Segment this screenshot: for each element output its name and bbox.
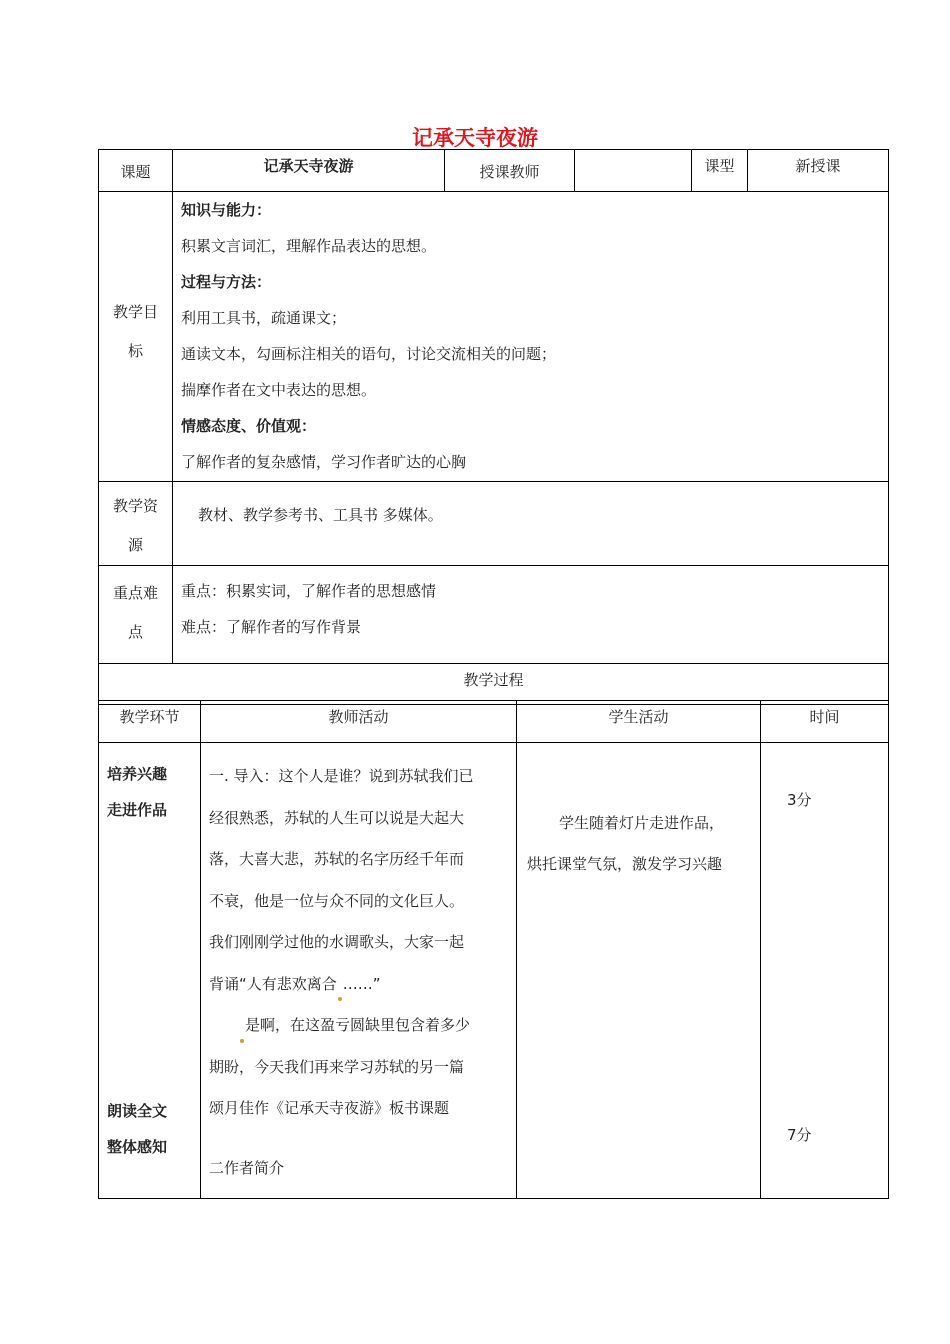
teacher-line: 不衰，他是一位与众不同的文化巨人。 (209, 891, 465, 910)
stage-cell (99, 743, 201, 1199)
resources-label-line2: 源 (127, 536, 143, 554)
keypoints-label-cell (99, 566, 173, 664)
process-heading: 教学过程 (463, 671, 524, 689)
objectives-heading-attitude: 情感态度、价值观： (181, 417, 317, 435)
topic-label-cell (99, 150, 173, 192)
recite-text: 背诵“人有悲欢离合 (209, 974, 337, 993)
col-stage-header (99, 701, 201, 743)
stage1-line2: 走进作品 (107, 801, 168, 819)
teacher-line: 经很熟悉，苏轼的人生可以说是大起大 (209, 808, 465, 827)
teacher-line-indented (209, 1005, 516, 1047)
stage2-line2: 整体感知 (107, 1138, 168, 1156)
objectives-line: 了解作者的复杂感情，学习作者旷达的心胸 (181, 453, 467, 471)
teacher-line: 是啊，在这盈亏圆缺里包含着多少 (245, 1016, 471, 1034)
teacher-line: 一. 导入：这个人是谁？说到苏轼我们已 (209, 767, 474, 785)
col-teacher-label: 教师活动 (328, 708, 389, 726)
objectives-content-cell (173, 192, 889, 482)
col-student-header (517, 701, 761, 743)
student-activity-cell (517, 743, 761, 1199)
keypoints-content-cell (173, 566, 889, 664)
teacher-value-cell (575, 150, 692, 192)
col-time-label: 时间 (809, 708, 840, 726)
stage2-line1: 朗读全文 (107, 1102, 168, 1120)
type-label: 课型 (704, 157, 735, 175)
time-1: 3分 (787, 791, 812, 809)
col-stage-label: 教学环节 (119, 708, 180, 726)
time-2: 7分 (787, 1126, 812, 1144)
teacher-line: 颂月佳作《记承天寺夜游》板书课题 (209, 1099, 450, 1117)
resources-text: 教材、教学参考书、工具书 多媒体。 (198, 506, 443, 524)
objectives-line: 揣摩作者在文中表达的思想。 (181, 381, 377, 399)
objectives-label-line2: 标 (127, 342, 143, 360)
teacher-line-author: 二作者简介 (209, 1158, 285, 1177)
keypoints-label-line2: 点 (127, 623, 143, 641)
teacher-label-cell (445, 150, 575, 192)
keypoints-label-line1: 重点难 (112, 584, 158, 602)
objectives-heading-knowledge: 知识与能力： (181, 201, 272, 219)
type-label-cell (692, 150, 748, 192)
resources-content-cell (173, 482, 889, 566)
col-teacher-header (201, 701, 517, 743)
mark-dot-icon (240, 1039, 244, 1043)
objectives-heading-process: 过程与方法： (181, 273, 272, 291)
teacher-line-recite (209, 964, 516, 1006)
process-table (98, 700, 889, 1199)
objectives-line: 利用工具书，疏通课文； (181, 309, 347, 327)
process-heading-cell (99, 664, 889, 705)
objectives-line: 通读文本，勾画标注相关的语句，讨论交流相关的问题； (181, 345, 557, 363)
topic-label: 课题 (120, 163, 151, 181)
recite-ellipsis: ……” (342, 974, 381, 993)
keypoints-difficult: 难点：了解作者的写作背景 (181, 618, 362, 636)
objectives-line: 积累文言词汇，理解作品表达的思想。 (181, 237, 437, 255)
stage1-line1: 培养兴趣 (107, 765, 168, 783)
objectives-label-cell (99, 192, 173, 482)
student-line2: 烘托课堂气氛，激发学习兴趣 (527, 855, 723, 873)
teacher-line: 我们刚刚学过他的水调歌头，大家一起 (209, 933, 465, 951)
type-value: 新授课 (795, 157, 841, 175)
objectives-label-line1: 教学目 (112, 303, 158, 321)
type-value-cell (748, 150, 889, 192)
topic-value-cell (173, 150, 445, 192)
lesson-info-table (98, 149, 889, 705)
topic-value: 记承天寺夜游 (263, 157, 354, 175)
resources-label-cell (99, 482, 173, 566)
teacher-label: 授课教师 (479, 163, 540, 181)
teacher-line: 期盼，今天我们再来学习苏轼的另一篇 (209, 1057, 465, 1076)
time-cell (761, 743, 889, 1199)
teacher-activity-cell (201, 743, 517, 1199)
page-title: 记承天寺夜游 (412, 126, 538, 150)
teacher-line: 落，大喜大悲，苏轼的名字历经千年而 (209, 850, 465, 868)
keypoints-key: 重点：积累实词，了解作者的思想感情 (181, 582, 437, 600)
mark-dot-icon (338, 997, 342, 1001)
col-time-header (761, 701, 889, 743)
resources-label-line1: 教学资 (112, 497, 158, 515)
col-student-label: 学生活动 (608, 708, 669, 726)
student-line1: 学生随着灯片走进作品， (559, 814, 725, 832)
